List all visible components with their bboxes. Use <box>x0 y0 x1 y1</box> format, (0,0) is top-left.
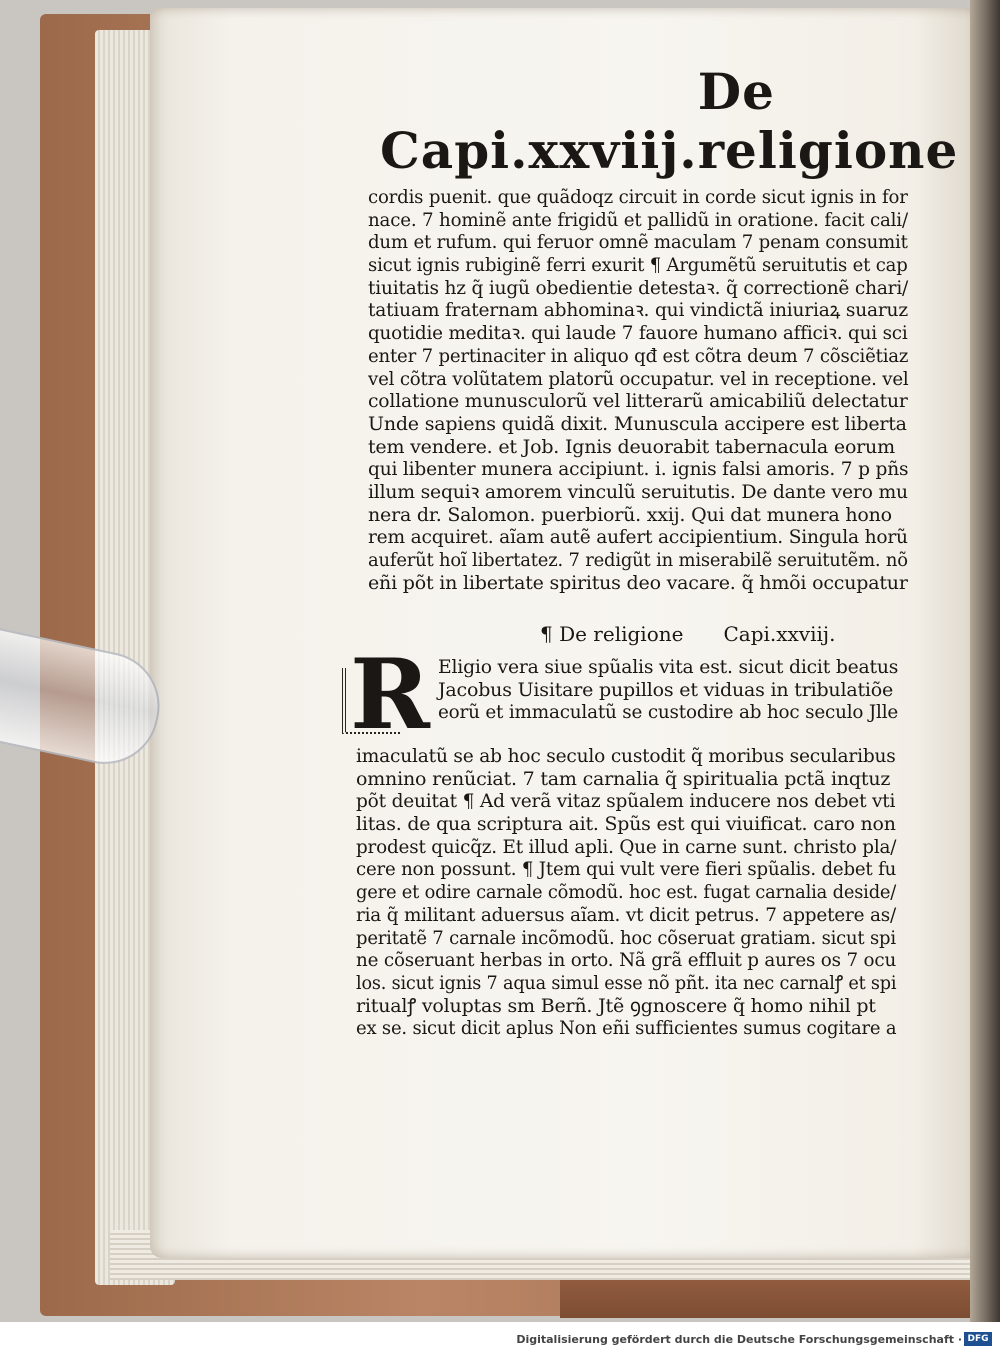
text-block-2 <box>356 745 896 1040</box>
text-line: ne cõseruant herbas in orto. Nã grã effluit p aures os 7 ocu <box>356 949 897 972</box>
heading-chapter: Capi.xxviij. <box>380 121 698 180</box>
text-line: enter 7 pertinaciter in aliquo qđ est cõtra deum 7 cõsciẽtiaz <box>368 344 909 367</box>
text-line: rem acquiret. aĩam autẽ aufert accipientium. Singula horũ <box>368 526 908 549</box>
text-line: los. sicut ignis 7 aqua simul esse nõ pñt. ita nec carnalꝭ et spi <box>356 971 897 994</box>
decorated-initial: R <box>350 638 430 751</box>
dfg-logo: DFG <box>964 1332 992 1346</box>
text-line: tiuitatis hz q̃ iugũ obedientie detestaꝛ. q̃ correctionẽ chari/ <box>368 276 909 299</box>
text-line: omnino renũciat. 7 tam carnalia q̃ spiritualia pctã inqtuz <box>356 767 891 790</box>
text-line: eorũ et immaculatũ se custodire ab hoc seculo Jlle <box>438 701 899 724</box>
text-block-2-first <box>438 656 898 724</box>
heading-title: De religione <box>697 62 959 180</box>
footer-credit: Digitalisierung gefördert durch die Deutsche Forschungsgemeinschaft · <box>516 1333 962 1346</box>
text-line: auferũt hoĩ libertatez. 7 redigũt in miserabilẽ seruitutẽm. nõ <box>368 549 908 571</box>
text-line: ex se. sicut dicit aplus Non eñi sufficientes sumus cogitare a <box>356 1017 897 1040</box>
text-line: dum et rufum. qui feruor omnẽ maculam 7 penam consumit <box>368 231 908 254</box>
subheading <box>540 622 840 648</box>
text-line: litas. de qua scriptura ait. Spũs est qui viuificat. caro non <box>356 813 896 836</box>
text-line: prodest quicq̃z. Et illud apli. Que in carne sunt. christo pla/ <box>356 835 897 858</box>
text-line: nace. 7 hominẽ ante frigidũ et pallidũ in oratione. facit cali/ <box>368 208 908 231</box>
text-line: Unde sapiens quidã dixit. Munuscula accipere est liberta <box>368 412 907 435</box>
text-line: eñi põt in libertate spiritus deo vacare. q̃ hmõi occupatur <box>368 571 908 594</box>
text-line: vel cõtra volũtatem platorũ occupatur. vel in receptione. vel <box>368 367 909 390</box>
text-line: quotidie meditaꝛ. qui laude 7 fauore humano afficiꝛ. qui sci <box>368 322 908 345</box>
text-line: imaculatũ se ab hoc seculo custodit q̃ moribus secularibus <box>356 745 896 767</box>
footer <box>0 1330 1000 1350</box>
text-line: Jacobus Uisitare pupillos et viduas in tribulatiõe <box>438 678 894 701</box>
subheading-title: ¶ De religione <box>540 622 684 646</box>
chapter-heading <box>380 62 959 180</box>
book-gutter <box>970 0 1000 1322</box>
text-line: cordis puenit. que quãdoqz circuit in corde sicut ignis in for <box>368 186 908 208</box>
text-line: põt deuitat ¶ Ad verã vitaz spũalem inducere nos debet vti <box>356 790 896 813</box>
text-line: nera dr. Salomon. puerbiorũ. xxij. Qui dat munera hono <box>368 503 892 526</box>
text-block-1 <box>368 186 908 594</box>
text-line: tem vendere. et Job. Ignis deuorabit tabernacula eorum <box>368 435 895 458</box>
text-line: collatione munusculorũ vel litterarũ amicabiliũ delectatur <box>368 390 908 413</box>
text-line: gere et odire carnale cõmodũ. hoc est. fugat carnalia deside/ <box>356 881 897 904</box>
subheading-chapter: Capi.xxviij. <box>723 622 836 646</box>
text-line: Eligio vera siue spũalis vita est. sicut dicit beatus <box>438 656 899 678</box>
text-line: sicut ignis rubiginẽ ferri exurit ¶ Argumẽtũ seruitutis et cap <box>368 254 908 277</box>
text-line: tatiuam fraternam abhominaꝛ. qui vindictã iniuriaꝝ suaruz <box>368 299 908 322</box>
text-line: ria q̃ militant aduersus aĩam. vt dicit petrus. 7 appetere as/ <box>356 903 897 926</box>
text-line: peritatẽ 7 carnale incõmodũ. hoc cõseruat gratiam. sicut spi <box>356 926 896 949</box>
text-line: qui libenter munera accipiunt. i. ignis falsi amoris. 7 p pñs <box>368 458 909 481</box>
text-line: cere non possunt. ¶ Jtem qui vult vere fieri spũalis. debet fu <box>356 858 897 881</box>
text-line: illum sequiꝛ amorem vinculũ seruitutis. De dante vero mu <box>368 480 908 503</box>
text-line: ritualꝭ voluptas sm Berñ. Jtẽ ꝯgnoscere q̃ homo nihil pt <box>356 994 876 1017</box>
